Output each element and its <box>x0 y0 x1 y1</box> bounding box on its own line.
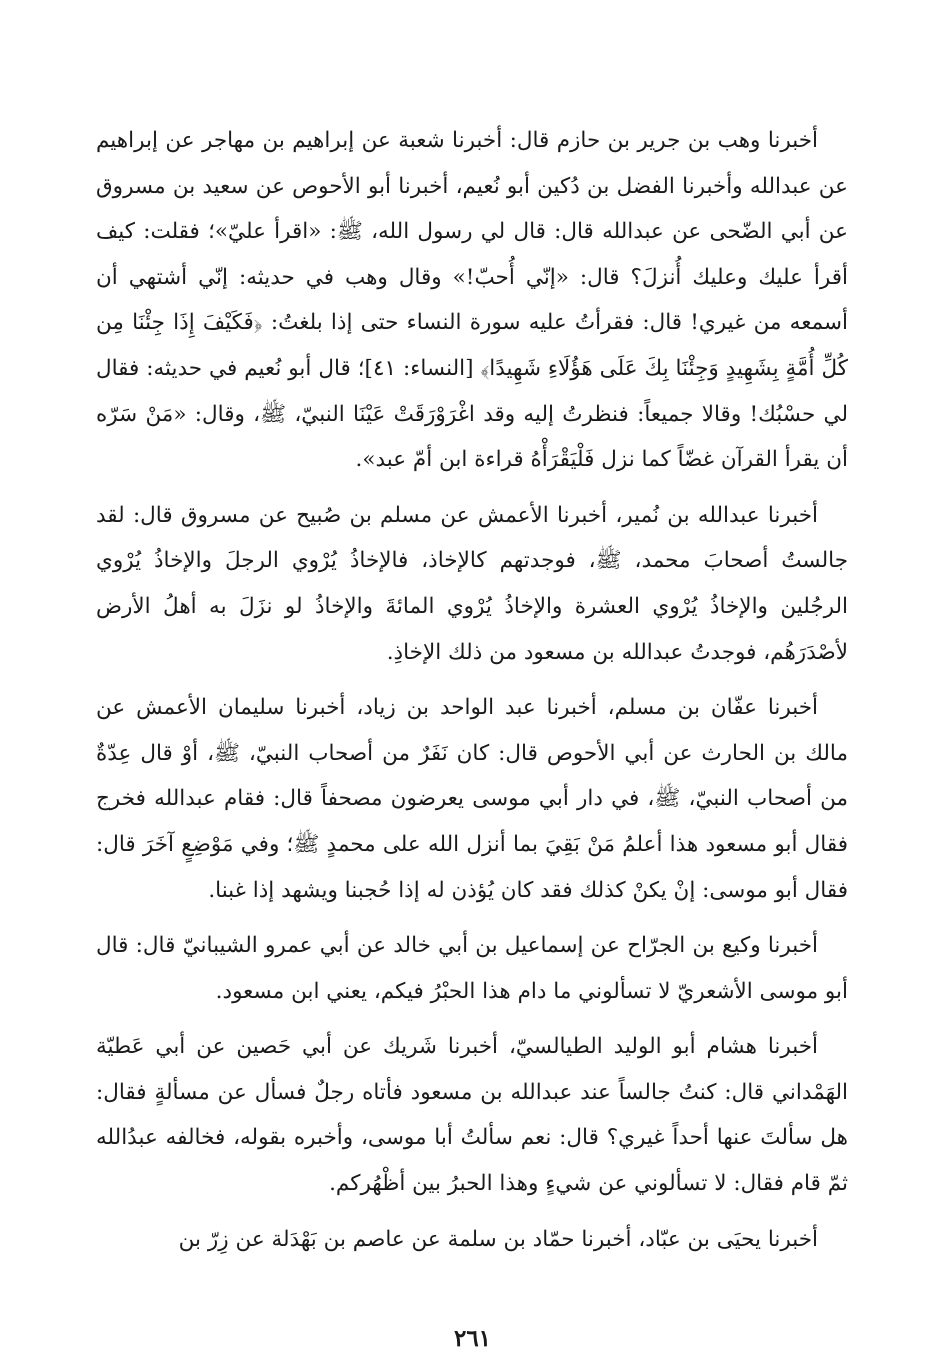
hadith-paragraph-4: أخبرنا وكيع بن الجرّاح عن إسماعيل بن أبي خالد عن أبي عمرو الشيبانيّ قال: قال أبو موسى الأشعريّ لا تسألوني ما دام هذا الحبْرُ فيكم، يعني ابن مسعود. <box>96 933 848 1004</box>
book-page-text <box>96 118 848 1262</box>
hadith-paragraph-6: أخبرنا يحيَى بن عبّاد، أخبرنا حمّاد بن سلمة عن عاصم بن بَهْدَلة عن زِرّ بن <box>178 1226 818 1252</box>
hadith-paragraph-3: أخبرنا عفّان بن مسلم، أخبرنا عبد الواحد بن زياد، أخبرنا سليمان الأعمش عن مالك بن الحارث عن أبي الأحوص قال: كان نَفَرٌ من أصحاب النبيّ، ﷺ، أوْ قال عِدّةٌ من أصحاب النبيّ، ﷺ، في دار أبي موسى يعرضون مصحفاً قال: فقام عبدالله فخرج فقال أبو مسعود هذا أعلمُ مَنْ بَقِيَ بما أنزل الله على محمدٍ ﷺ؛ وفي مَوْضِعٍ آخَرَ قال: فقال أبو موسى: إنْ يكنْ كذلك فقد كان يُؤذن له إذا حُجبنا ويشهد إذا غبنا. <box>96 695 848 903</box>
hadith-paragraph-5: أخبرنا هشام أبو الوليد الطيالسيّ، أخبرنا شَريك عن أبي حَصين عن أبي عَطيّة الهَمْداني قال: كنتُ جالساً عند عبدالله بن مسعود فأتاه رجلٌ فسأل عن مسألةٍ فقال: هل سألتَ عنها أحداً غيري؟ قال: نعم سألتُ أبا موسى، وأخبره بقوله، فخالفه عبدُالله ثمّ قام فقال: لا تسألوني عن شيءٍ وهذا الحبرُ بين أظْهُركم. <box>96 1034 848 1197</box>
page-number: ٢٦١ <box>453 1325 492 1352</box>
hadith-paragraph-2: أخبرنا عبدالله بن نُمير، أخبرنا الأعمش عن مسلم بن صُبيح عن مسروق قال: لقد جالستُ أصحابَ محمد، ﷺ، فوجدتهم كالإخاذ، فالإخاذُ يُرْوي الرجلَ والإخاذُ يُرْوي الرجُلين والإخاذُ يُرْوي العشرة والإخاذُ يُرْوي المائةَ والإخاذُ لو نزَلَ به أهلُ الأرض لأصْدَرَهُم، فوجدتُ عبدالله بن مسعود من ذلك الإخاذِ. <box>96 502 848 665</box>
hadith-paragraph-1: أخبرنا وهب بن جرير بن حازم قال: أخبرنا شعبة عن إبراهيم بن مهاجر عن إبراهيم عن عبدالله وأخبرنا الفضل بن دُكين أبو نُعيم، أخبرنا أبو الأحوص عن سعيد بن مسروق عن أبي الضّحى عن عبدالله قال: قال لي رسول الله، ﷺ: «اقرأ عليّ»؛ فقلت: كيف أقرأ عليك وعليك أُنزلَ؟ قال: «إنّي أُحبّ!» وقال وهب في حديثه: إنّي أشتهي أن أسمعه من غيري! قال: فقرأتُ عليه سورة النساء حتى إذا بلغتُ: ﴿فَكَيْفَ إِذَا جِئْنَا مِن كُلِّ أُمَّةٍ بِشَهِيدٍ وَجِئْنَا بِكَ عَلَى هَؤُلَاءِ شَهِيدًا﴾ [النساء: ٤١]؛ قال أبو نُعيم في حديثه: فقال لي حسْبُك! وقالا جميعاً: فنظرتُ إليه وقد اغْرَوْرَقَتْ عَيْنَا النبيّ، ﷺ، وقال: «مَنْ سَرّه أن يقرأ القرآن غضّاً كما نزل فَلْيَقْرَأْهُ قراءة ابن أمّ عبد». <box>96 128 848 473</box>
